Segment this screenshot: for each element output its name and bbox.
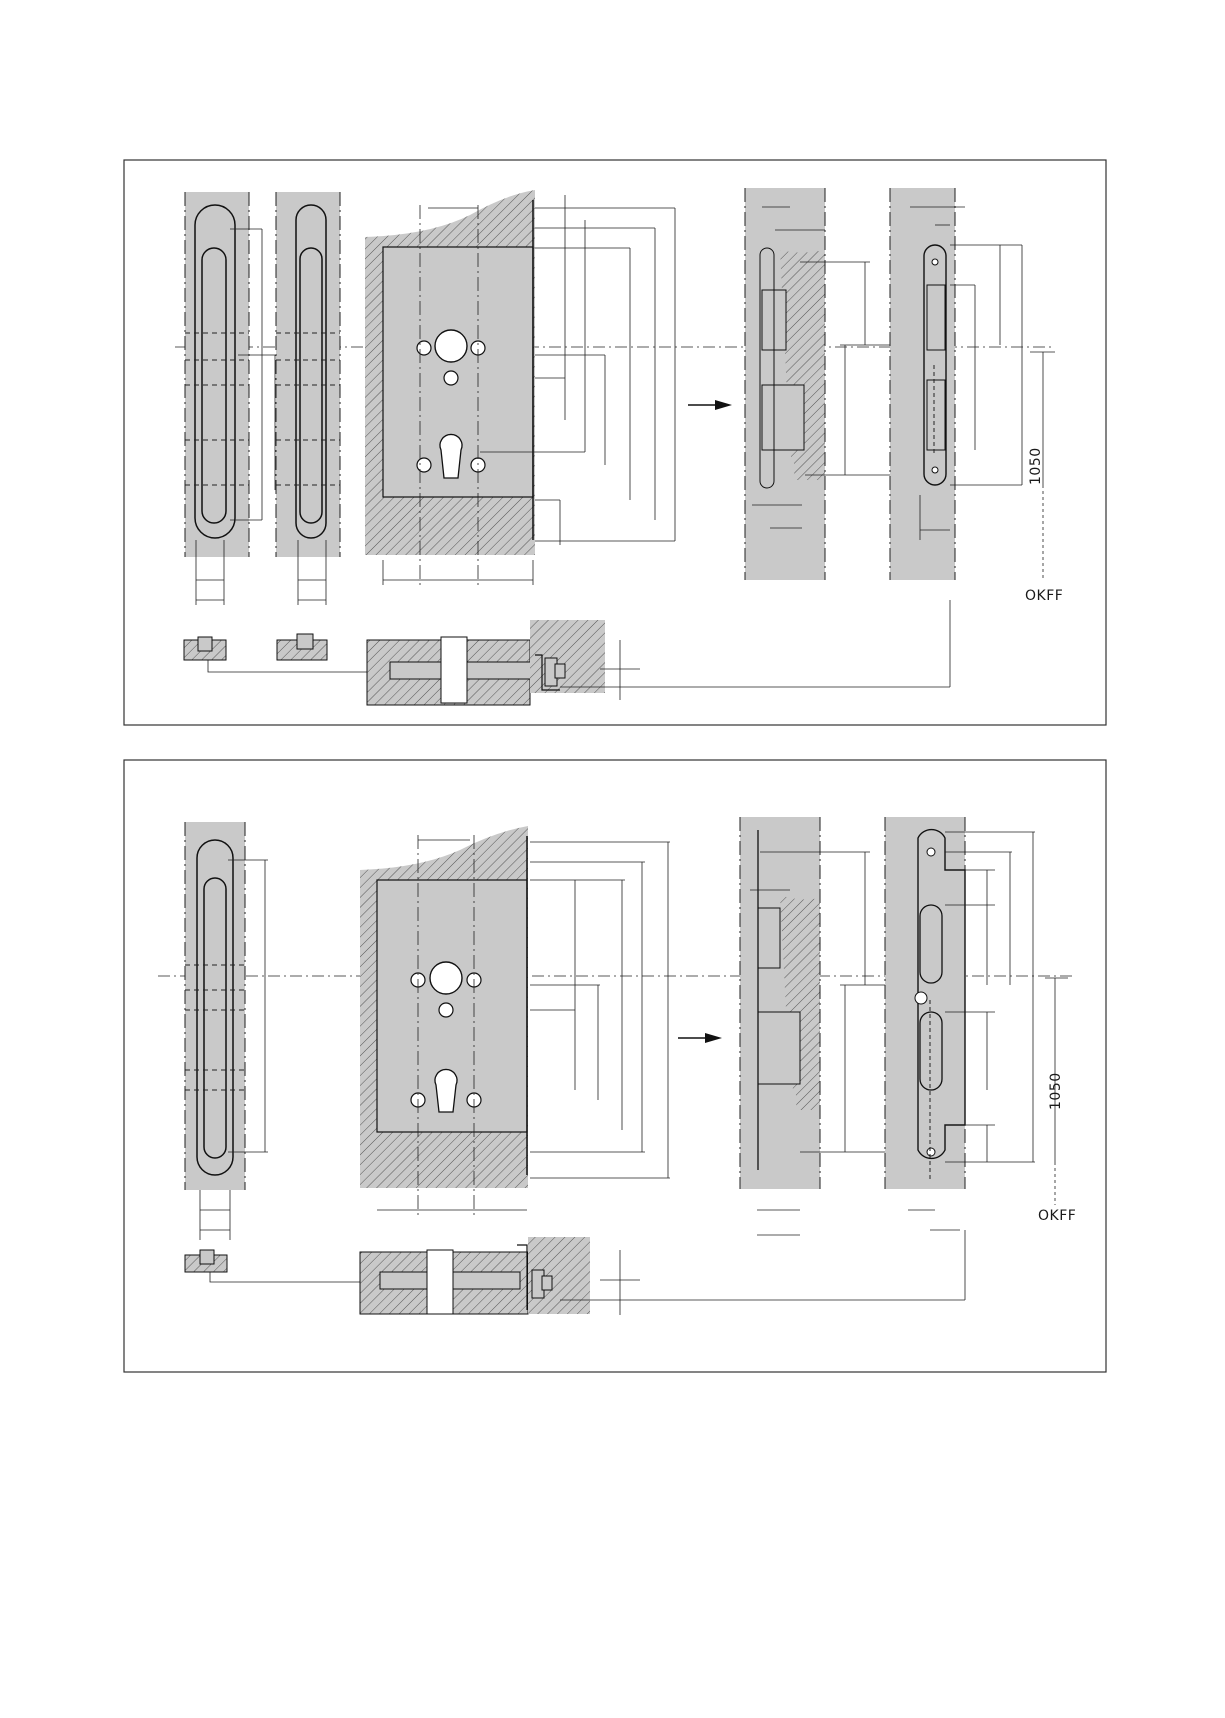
lock-body: [360, 826, 528, 1215]
strike-plate: [885, 817, 1076, 1230]
panel-1: [124, 160, 1106, 725]
faceplate: [185, 822, 268, 1240]
floor-label: OKFF: [1025, 588, 1064, 604]
strike-plate: [890, 188, 1063, 604]
arrow-right: [688, 400, 732, 410]
faceplate-a: [185, 192, 249, 557]
door-section: [745, 188, 900, 580]
height-label: 1050: [1028, 447, 1044, 485]
cross-section: [184, 600, 950, 705]
panel-2: [124, 760, 1106, 1372]
door-section: [740, 817, 905, 1235]
height-label: 1050: [1048, 1072, 1064, 1110]
cross-section: [185, 1230, 965, 1315]
arrow-right: [678, 1033, 722, 1043]
faceplate-b: [276, 192, 340, 557]
lock-body: [365, 190, 535, 585]
floor-label: OKFF: [1038, 1208, 1077, 1224]
